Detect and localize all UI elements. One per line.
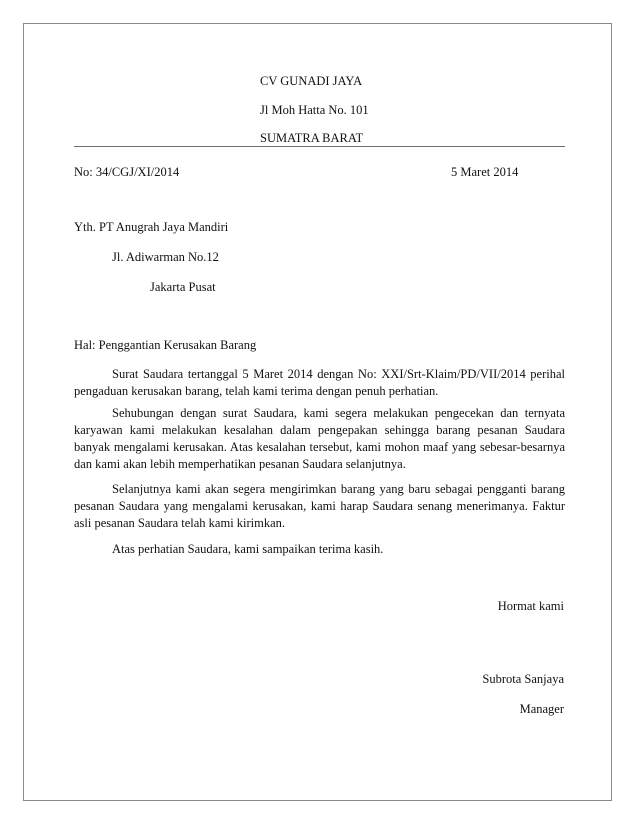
recipient-city: Jakarta Pusat [150, 280, 216, 294]
header-divider [74, 146, 565, 147]
recipient-street: Jl. Adiwarman No.12 [112, 250, 219, 264]
letter-subject: Hal: Penggantian Kerusakan Barang [74, 338, 257, 352]
recipient-name: Yth. PT Anugrah Jaya Mandiri [74, 220, 229, 234]
paragraph-1: Surat Saudara tertanggal 5 Maret 2014 dengan No: XXI/Srt-Klaim/PD/VII/2014 perihal pengaduan kerusakan barang, telah kami terima dengan penuh perhatian. [74, 367, 565, 398]
letter-date: 5 Maret 2014 [451, 165, 519, 179]
closing-salutation: Hormat kami [497, 599, 564, 613]
paragraph-2: Sehubungan dengan surat Saudara, kami segera melakukan pengecekan dan ternyata karyawan kami melakukan kesalahan dalam pengepakan sehingga barang pesanan Saudara banyak mengalami kerusakan. Atas kesalahan tersebut, kami mohon maaf yang sebesar-besarnya dan kami akan lebih memperhatikan pesanan Saudara selanjutnya. [74, 406, 565, 471]
paragraph-4: Atas perhatian Saudara, kami sampaikan terima kasih. [112, 542, 384, 556]
signer-title: Manager [519, 702, 564, 716]
company-region: SUMATRA BARAT [260, 131, 364, 145]
letter-number: No: 34/CGJ/XI/2014 [74, 165, 180, 179]
paragraph-3: Selanjutnya kami akan segera mengirimkan barang yang baru sebagai pengganti barang pesanan Saudara yang mengalami kerusakan, kami harap Saudara senang menerimanya. Faktur asli pesanan Saudara telah kami kirimkan. [74, 482, 565, 530]
signer-name: Subrota Sanjaya [482, 672, 564, 686]
company-street: Jl Moh Hatta No. 101 [260, 103, 369, 117]
company-name: CV GUNADI JAYA [260, 74, 363, 88]
